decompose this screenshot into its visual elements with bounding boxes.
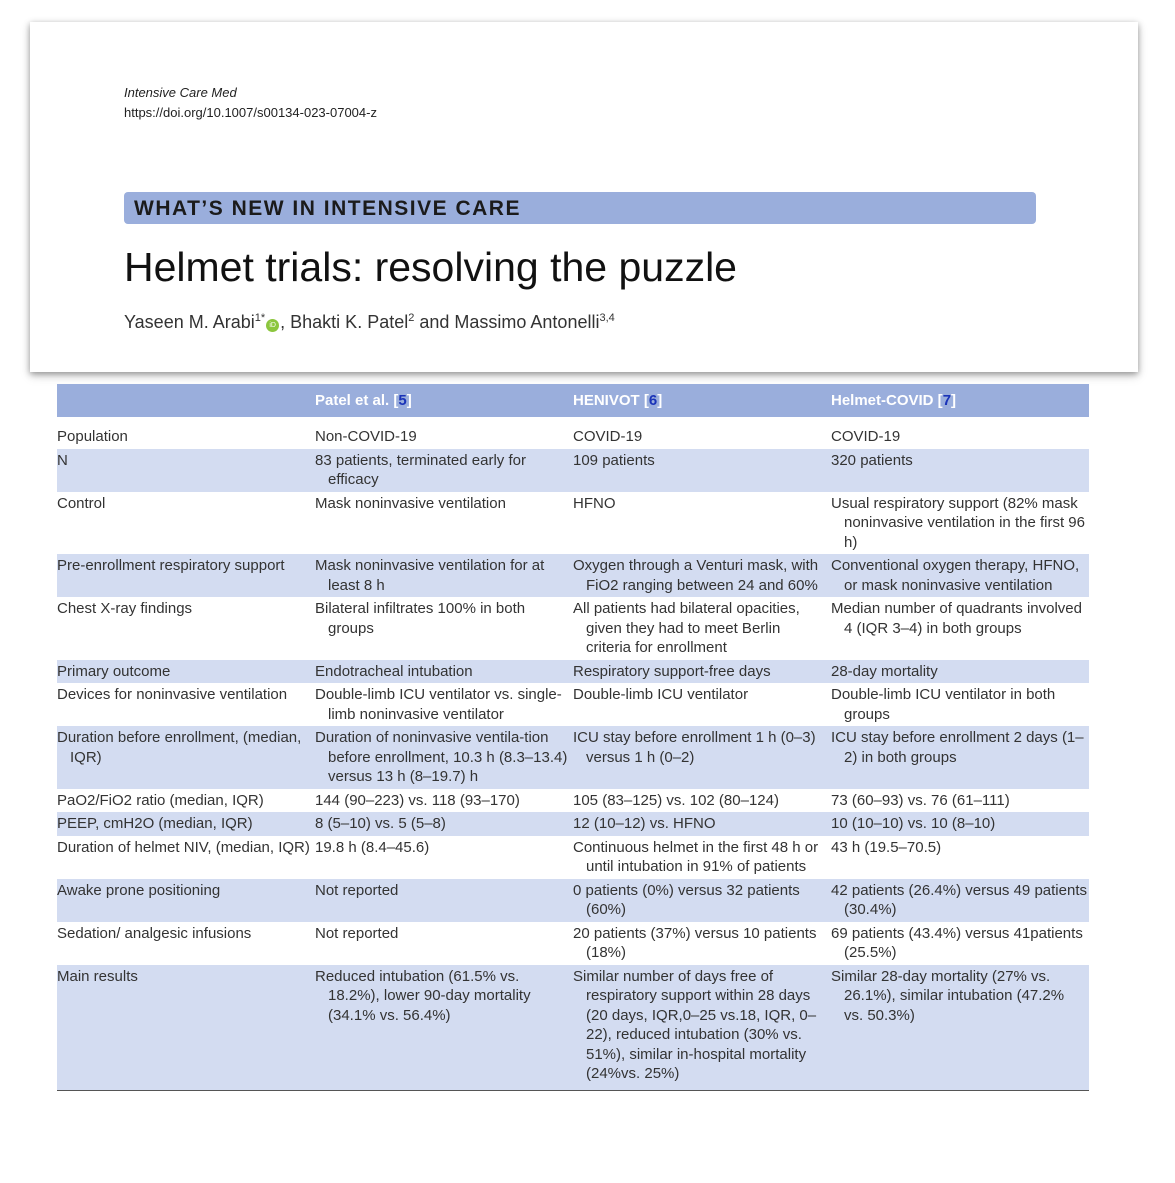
author-list [124,312,615,333]
reference-link[interactable]: 5 [398,392,407,409]
column-header-label: HENIVOT [ [573,392,649,409]
cell-text: COVID-19 [831,428,901,445]
row-label: Main results [57,967,138,985]
cell-text: 42 patients (26.4%) versus 49 patients (30.4%) [831,881,1087,918]
table-cell [831,836,1089,879]
author-2-affiliation: 2 [408,312,415,324]
table-row [57,922,1089,965]
cell-text: Not reported [315,924,399,942]
table-cell [573,836,831,879]
table-cell [831,597,1089,660]
table-cell [315,879,573,922]
table-row [57,492,1089,555]
cell-text: 83 patients, terminated early for efficacy [315,451,526,488]
table-row [57,449,1089,492]
comparison-table-container [57,384,1089,1091]
table-cell [315,922,573,965]
reference-link[interactable]: 6 [648,392,658,409]
table-cell [831,965,1089,1091]
column-header-0 [57,384,315,417]
table-row [57,597,1089,660]
cell-text: 28-day mortality [831,662,938,680]
table-cell [573,683,831,726]
table-row [57,726,1089,789]
journal-name: Intensive Care Med [124,85,237,100]
row-label-cell [57,449,315,492]
cell-text: Conventional oxygen therapy, HFNO, or mask noninvasive ventilation [831,557,1080,594]
cell-text: Duration of noninvasive ventila-tion before enrollment, 10.3 h (8.3–13.4) versus 13 h (8–19.7) h [315,729,568,785]
cell-text: Endotracheal intubation [315,662,473,680]
cell-text: ICU stay before enrollment 1 h (0–3) versus 1 h (0–2) [573,729,816,766]
paper-title: Helmet trials: resolving the puzzle [124,244,737,290]
table-cell [573,965,831,1091]
cell-text: 320 patients [831,451,913,469]
cell-text: Double-limb ICU ventilator vs. single-limb noninvasive ventilator [315,686,562,723]
table-row [57,879,1089,922]
cell-text: Double-limb ICU ventilator in both groups [831,686,1056,723]
table-spacer-row [57,417,1089,425]
table-row [57,660,1089,684]
cell-text: Oxygen through a Venturi mask, with FiO2 ranging between 24 and 60% [573,557,819,594]
comparison-table [57,384,1089,1091]
section-banner-label: WHAT’S NEW IN INTENSIVE CARE [134,197,521,220]
table-body [57,417,1089,1090]
row-label-cell [57,597,315,660]
row-label: Control [57,494,106,512]
row-label-cell [57,660,315,684]
table-cell [315,836,573,879]
cell-text: 109 patients [573,451,655,469]
cell-text: Respiratory support-free days [573,662,771,680]
doi-link[interactable]: https://doi.org/10.1007/s00134-023-07004-z [124,105,377,120]
orcid-icon[interactable]: iD [266,319,279,332]
table-cell [573,812,831,836]
table-cell [315,683,573,726]
row-label-cell [57,683,315,726]
table-cell [315,660,573,684]
table-row [57,683,1089,726]
cell-text: 20 patients (37%) versus 10 patients (18%) [573,924,817,961]
row-label: Primary outcome [57,662,171,680]
author-1-affiliation: 1* [254,312,266,324]
cell-text: Mask noninvasive ventilation for at least 8 h [315,557,545,594]
column-header-label: Helmet-COVID [ [831,392,943,409]
row-label: Chest X-ray findings [57,600,193,617]
cell-text: 144 (90–223) vs. 118 (93–170) [315,791,520,809]
table-row [57,789,1089,813]
table-row [57,554,1089,597]
row-label-cell [57,879,315,922]
table-cell [831,683,1089,726]
table-cell [831,726,1089,789]
cell-text: 43 h (19.5–70.5) [831,838,942,856]
column-header-1 [315,384,573,417]
row-label-cell [57,836,315,879]
row-label-cell [57,492,315,555]
table-cell [315,597,573,660]
table-cell [573,922,831,965]
cell-text: HFNO [573,494,616,512]
table-cell [573,597,831,660]
table-cell [315,812,573,836]
row-label-cell [57,425,315,449]
section-banner [124,192,1036,224]
column-header-bracket: ] [406,392,412,409]
row-label-cell [57,812,315,836]
cell-text: Similar 28-day mortality (27% vs. 26.1%), similar intubation (47.2% vs. 50.3%) [831,967,1065,1024]
table-row [57,425,1089,449]
table-row [57,836,1089,879]
table-cell [573,492,831,555]
table-cell [831,789,1089,813]
cell-text: Mask noninvasive ventilation [315,494,506,512]
table-cell [831,660,1089,684]
table-cell [831,922,1089,965]
cell-text: COVID-19 [573,428,643,445]
reference-link[interactable]: 7 [942,392,952,409]
cell-text: 19.8 h (8.4–45.6) [315,838,430,856]
table-row [57,965,1089,1091]
cell-text: Median number of quadrants involved 4 (IQR 3–4) in both groups [831,600,1082,637]
table-cell [573,554,831,597]
paper-header-card [30,22,1138,372]
row-label: Duration before enrollment, (median, IQR) [57,729,302,766]
row-label-cell [57,726,315,789]
table-cell [573,449,831,492]
cell-text: Bilateral infiltrates 100% in both groups [315,600,526,637]
table-cell [573,726,831,789]
row-label: Pre-enrollment respiratory support [57,557,285,574]
cell-text: 73 (60–93) vs. 76 (61–111) [831,791,1010,809]
cell-text: 12 (10–12) vs. HFNO [573,815,716,832]
table-header-row [57,384,1089,417]
table-row [57,812,1089,836]
row-label: Duration of helmet NIV, (median, IQR) [57,838,310,856]
cell-text: Reduced intubation (61.5% vs. 18.2%), lower 90-day mortality (34.1% vs. 56.4%) [315,967,531,1024]
table-cell [831,425,1089,449]
column-header-bracket: ] [657,392,663,409]
row-label-cell [57,789,315,813]
table-cell [315,492,573,555]
table-cell [315,449,573,492]
row-label: PaO2/FiO2 ratio (median, IQR) [57,791,264,809]
table-cell [315,726,573,789]
cell-text: Not reported [315,881,399,899]
row-label: Sedation/ analgesic infusions [57,924,252,942]
cell-text: Usual respiratory support (82% mask noninvasive ventilation in the first 96 h) [831,494,1085,551]
row-label: Devices for noninvasive ventilation [57,686,288,703]
column-header-label: Patel et al. [ [315,392,399,409]
author-1[interactable]: Yaseen M. Arabi [124,312,255,332]
cell-text: 0 patients (0%) versus 32 patients (60%) [573,881,800,918]
row-label: Population [57,428,128,445]
row-label-cell [57,554,315,597]
table-cell [831,554,1089,597]
cell-text: 69 patients (43.4%) versus 41patients (25.5%) [831,924,1083,961]
table-cell [573,879,831,922]
row-label-cell [57,922,315,965]
row-label: N [57,451,68,469]
table-cell [573,789,831,813]
cell-text: Continuous helmet in the first 48 h or until intubation in 91% of patients [573,838,819,875]
table-cell [315,554,573,597]
table-cell [831,812,1089,836]
column-header-2 [573,384,831,417]
cell-text: Similar number of days free of respiratory support within 28 days (20 days, IQR,0–25 vs.18, IQR, 0–22), reduced intubation (30% vs. 51%), similar in-hospital mortality (24%vs. 25%) [573,967,817,1082]
cell-text: 105 (83–125) vs. 102 (80–124) [573,791,779,809]
author-3[interactable]: and Massimo Antonelli [414,312,600,332]
table-cell [831,492,1089,555]
column-header-3 [831,384,1089,417]
cell-text: ICU stay before enrollment 2 days (1–2) in both groups [831,729,1084,766]
table-cell [315,965,573,1091]
author-2[interactable]: , Bhakti K. Patel [280,312,409,332]
cell-text: All patients had bilateral opacities, given they had to meet Berlin criteria for enrollment [573,600,800,656]
cell-text: Double-limb ICU ventilator [573,686,749,703]
table-cell [831,449,1089,492]
cell-text: Non-COVID-19 [315,428,417,445]
row-label: Awake prone positioning [57,881,221,899]
cell-text: 10 (10–10) vs. 10 (8–10) [831,815,996,832]
author-3-affiliation: 3,4 [599,312,615,324]
table-cell [831,879,1089,922]
cell-text: 8 (5–10) vs. 5 (5–8) [315,815,446,832]
table-cell [573,660,831,684]
row-label: PEEP, cmH2O (median, IQR) [57,815,253,832]
table-cell [315,425,573,449]
column-header-bracket: ] [951,392,957,409]
table-cell [573,425,831,449]
table-cell [315,789,573,813]
row-label-cell [57,965,315,1091]
